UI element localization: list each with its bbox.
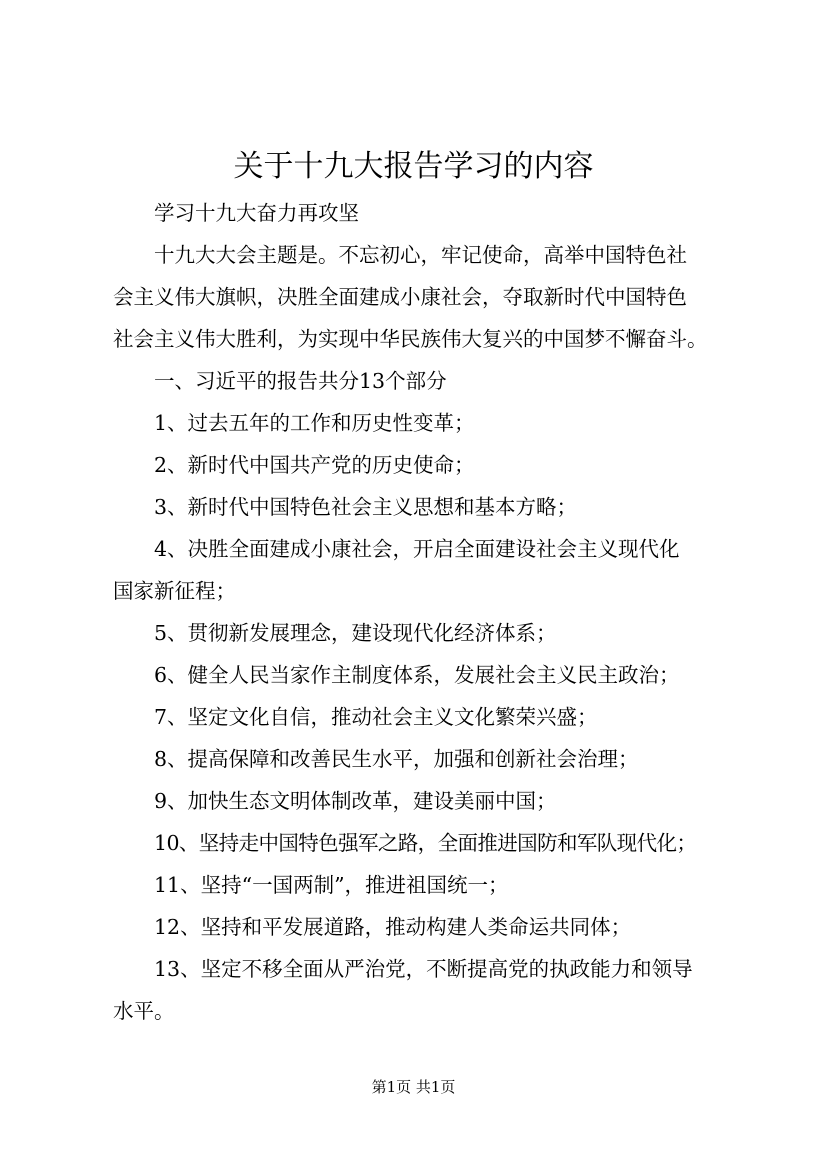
section-heading: 一、习近平的报告共分13个部分 [154,369,447,393]
document-body [113,192,733,1032]
list-item-continuation: 国家新征程； [113,579,236,603]
list-item-continuation: 水平。 [113,999,175,1023]
list-item: 11、坚持“一国两制”，推进祖国统一； [154,873,509,897]
paragraph-line: 社会主义伟大胜利，为实现中华民族伟大复兴的中国梦不懈奋斗。 [113,327,708,351]
list-item: 6、健全人民当家作主制度体系，发展社会主义民主政治； [154,663,680,687]
list-item: 9、加快生态文明体制改革，建设美丽中国； [154,789,557,813]
list-item: 3、新时代中国特色社会主义思想和基本方略； [154,495,578,519]
list-item: 12、坚持和平发展道路，推动构建人类命运共同体； [154,915,632,939]
list-item: 10、坚持走中国特色强军之路，全面推进国防和军队现代化； [154,831,697,855]
paragraph-line: 十九大大会主题是。不忘初心，牢记使命，高举中国特色社 [154,243,687,267]
paragraph-line: 会主义伟大旗帜，决胜全面建成小康社会，夺取新时代中国特色 [113,285,687,309]
list-item: 8、提高保障和改善民生水平，加强和创新社会治理； [154,747,639,771]
list-item: 2、新时代中国共产党的历史使命； [154,453,475,477]
list-item: 5、贯彻新发展理念，建设现代化经济体系； [154,621,557,645]
document-title: 关于十九大报告学习的内容 [233,149,594,184]
page-footer: 第1页 共1页 [371,1078,456,1096]
list-item: 13、坚定不移全面从严治党，不断提高党的执政能力和领导 [154,957,693,981]
list-item: 1、过去五年的工作和历史性变革； [154,411,475,435]
list-item: 4、决胜全面建成小康社会，开启全面建设社会主义现代化 [154,537,680,561]
list-item: 7、坚定文化自信，推动社会主义文化繁荣兴盛； [154,705,598,729]
paragraph-line: 学习十九大奋力再攻坚 [154,201,359,225]
